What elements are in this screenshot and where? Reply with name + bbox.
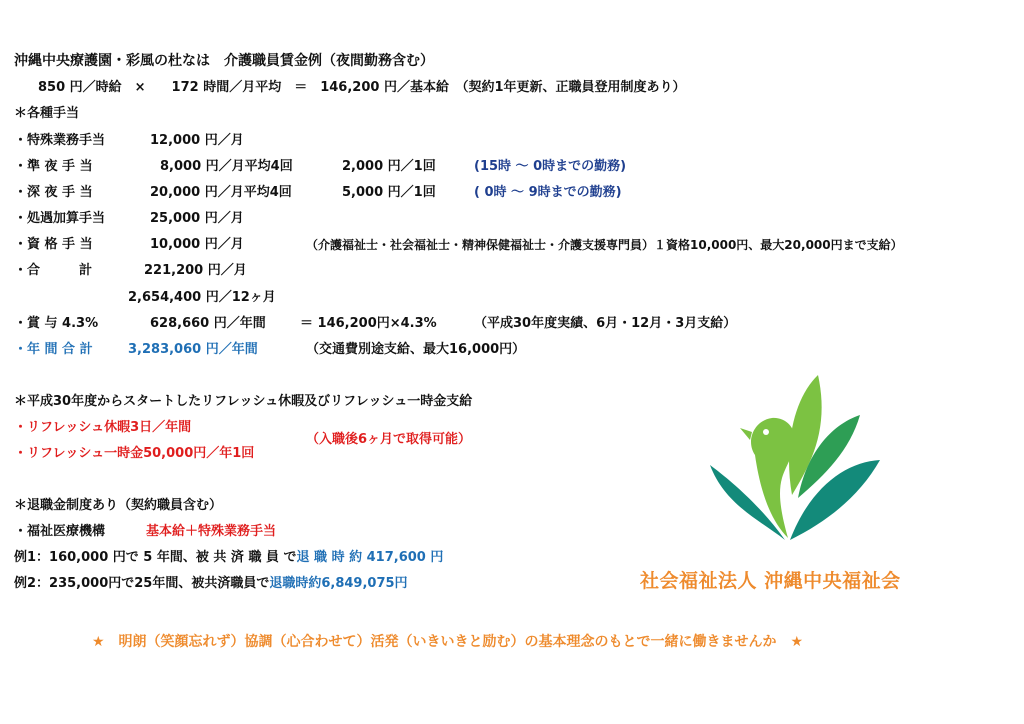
- example-1-prefix: 例1：160,000 円で 5 年間、被 共 済 職 員 で: [14, 550, 297, 565]
- example-2-value: 退職時約6,849,075円: [269, 576, 408, 591]
- logo-bird-eye: [763, 429, 769, 435]
- semi-night-amount: 8,000 円／月平均4回: [160, 159, 293, 174]
- refresh-note: （入職後6ヶ月で取得可能）: [306, 432, 472, 447]
- deep-night-amount: 20,000 円／月平均4回: [150, 185, 292, 200]
- special-allowance-label: ・特殊業務手当: [14, 133, 106, 148]
- qualification-note: （介護福祉士・社会福祉士・精神保健福祉士・介護支援専門員）１資格10,000円、最大20,000円まで支給）: [306, 238, 903, 252]
- example-2-prefix: 例2：235,000円で25年間、被共済職員で: [14, 576, 270, 591]
- retirement-org-detail: 基本給＋特殊業務手当: [146, 524, 277, 539]
- base-salary-line: 850 円／時給 × 172 時間／月平均 ＝ 146,200 円／基本給 （契約1年更新、正職員登用制度あり）: [38, 80, 686, 95]
- deep-night-note: ( 0時 ～ 9時までの勤務): [474, 185, 622, 200]
- page-title: 沖縄中央療護園・彩風の杜なは 介護職員賃金例（夜間勤務含む）: [14, 53, 434, 69]
- bonus-formula: ＝ 146,200円×4.3%: [300, 316, 437, 331]
- bonus-label: ・賞 与 4.3%: [14, 316, 99, 331]
- total-amount-month: 221,200 円／月: [144, 263, 247, 278]
- organization-logo: [700, 370, 890, 550]
- treatment-allowance-label: ・処遇加算手当: [14, 211, 106, 226]
- annual-total-note: （交通費別途支給、最大16,000円）: [306, 342, 526, 357]
- organization-name: 社会福祉法人 沖縄中央福祉会: [640, 570, 901, 592]
- refresh-bonus-item: ・リフレッシュ一時金50,000円／年1回: [14, 446, 255, 461]
- semi-night-per: 2,000 円／1回: [342, 159, 436, 174]
- qualification-amount: 10,000 円／月: [150, 237, 244, 252]
- special-allowance-amount: 12,000 円／月: [150, 133, 244, 148]
- bonus-note: （平成30年度実績、6月・12月・3月支給）: [474, 316, 737, 331]
- retirement-example-1: [14, 550, 443, 566]
- retirement-org-label: ・福祉医療機構: [14, 524, 106, 539]
- annual-total-label: ・年 間 合 計: [14, 342, 93, 357]
- bonus-amount: 628,660 円／年間: [150, 316, 266, 331]
- footer-slogan: ★ 明朗（笑顔忘れず）協調（心合わせて）活発（いきいきと励む）の基本理念のもとで一緒に働きませんか ★: [92, 634, 804, 650]
- allowances-heading: ＊各種手当: [14, 106, 80, 121]
- retirement-example-2: [14, 576, 408, 592]
- treatment-allowance-amount: 25,000 円／月: [150, 211, 244, 226]
- deep-night-per: 5,000 円／1回: [342, 185, 436, 200]
- example-1-value: 退 職 時 約 417,600 円: [296, 550, 444, 565]
- qualification-label: ・資 格 手 当: [14, 237, 93, 252]
- total-label: ・合 計: [14, 263, 93, 278]
- semi-night-note: (15時 ～ 0時までの勤務): [474, 159, 627, 174]
- refresh-heading: ＊平成30年度からスタートしたリフレッシュ休暇及びリフレッシュ一時金支給: [14, 394, 473, 409]
- semi-night-label: ・準 夜 手 当: [14, 159, 93, 174]
- retirement-heading: ＊退職金制度あり（契約職員含む）: [14, 498, 223, 513]
- annual-total-amount: 3,283,060 円／年間: [128, 342, 258, 357]
- logo-bird-beak: [740, 428, 752, 440]
- deep-night-label: ・深 夜 手 当: [14, 185, 93, 200]
- refresh-leave-item: ・リフレッシュ休暇3日／年間: [14, 420, 192, 435]
- total-amount-year: 2,654,400 円／12ヶ月: [128, 290, 276, 305]
